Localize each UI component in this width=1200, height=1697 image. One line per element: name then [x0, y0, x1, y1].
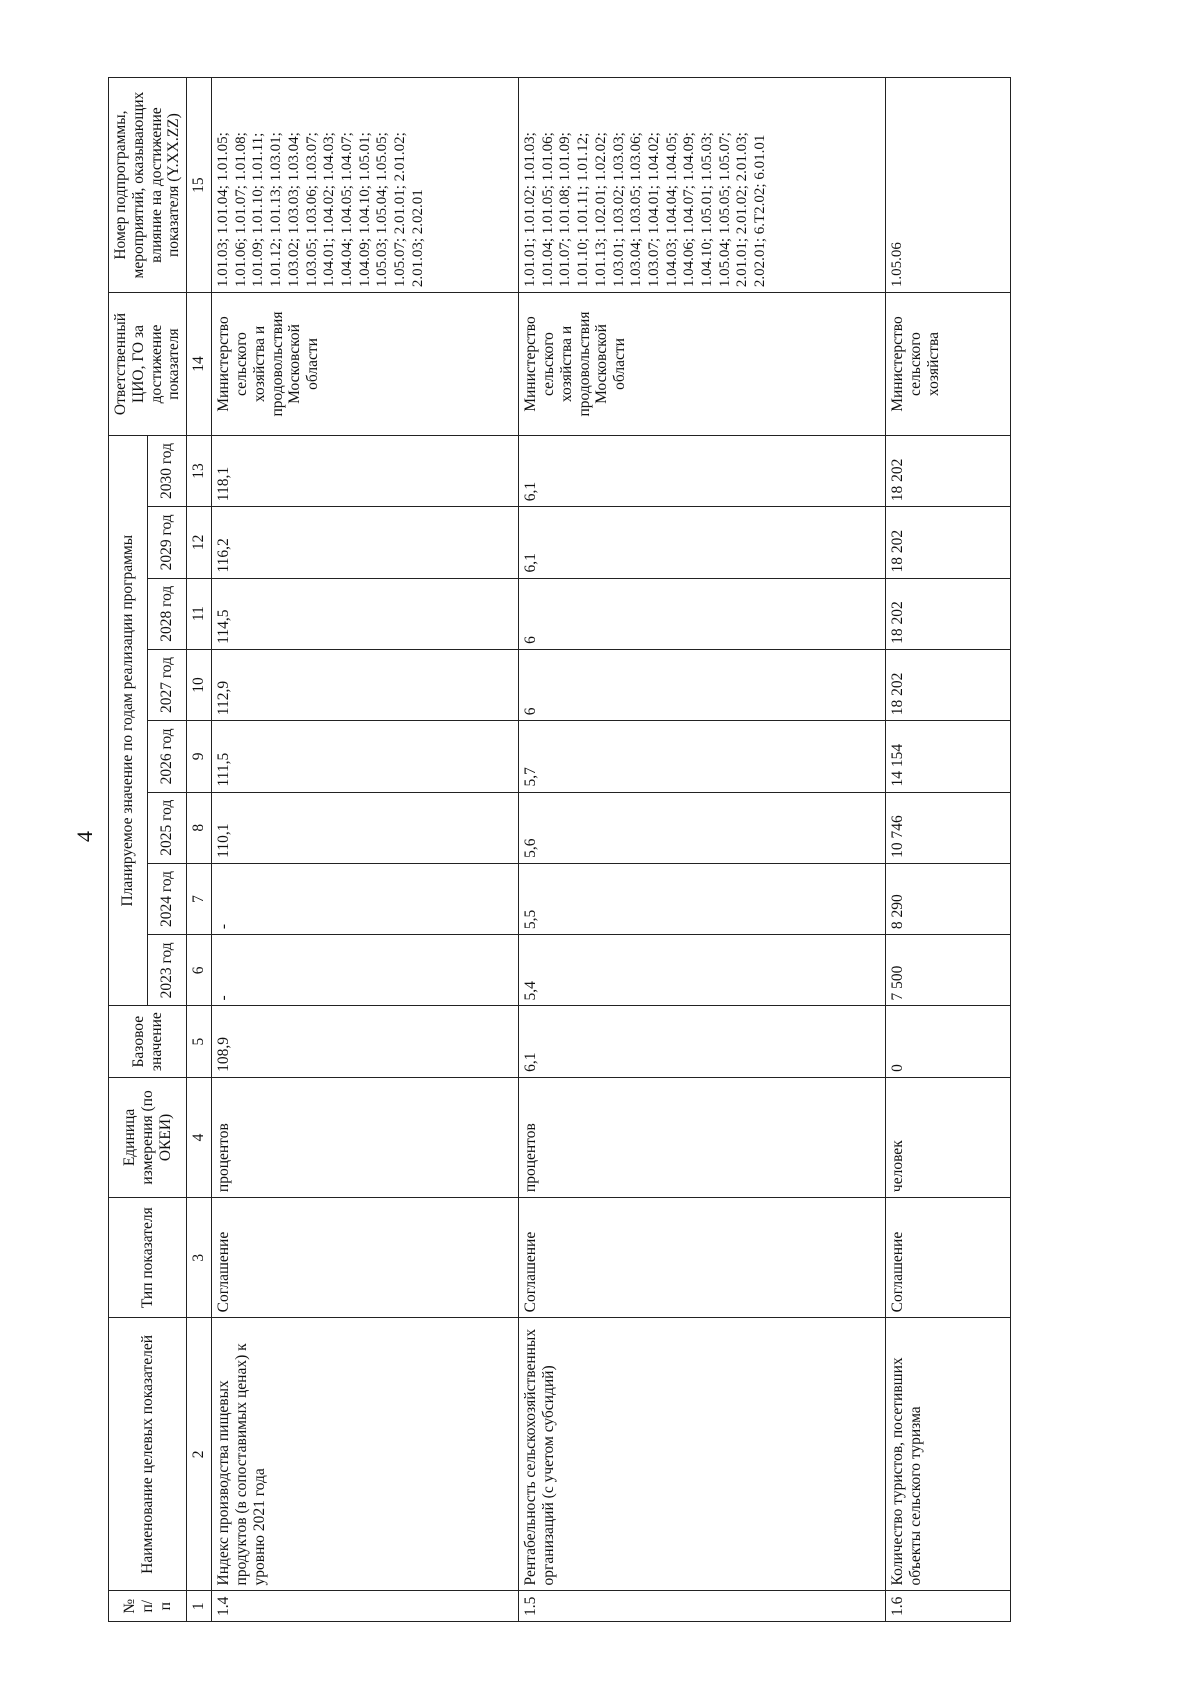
row-refs: 1.05.06	[886, 78, 1011, 293]
row-name: Рентабельность сельскохозяйственных организаций (с учетом субсидий)	[519, 1318, 886, 1591]
column-number: 9	[187, 721, 212, 792]
header-year: 2023 год	[148, 935, 187, 1006]
column-number: 5	[187, 1006, 212, 1077]
row-value-2026: 14 154	[886, 721, 1011, 792]
row-type: Соглашение	[886, 1198, 1011, 1318]
row-value-2025: 10 746	[886, 792, 1011, 863]
indicators-table	[108, 77, 1011, 1622]
table-row	[886, 78, 1011, 1622]
row-value-2026: 5,7	[519, 721, 886, 792]
header-row-1	[109, 78, 148, 1622]
row-value-2030: 118,1	[212, 435, 519, 506]
row-responsible: Министерство сельского хозяйства	[886, 293, 1011, 436]
column-number: 15	[187, 78, 212, 293]
row-value-2024: 8 290	[886, 863, 1011, 934]
row-value-2028: 6	[519, 578, 886, 649]
header-year: 2028 год	[148, 578, 187, 649]
row-value-2024: 5,5	[519, 863, 886, 934]
row-value-2029: 18 202	[886, 507, 1011, 578]
table-row	[519, 78, 886, 1622]
row-base: 0	[886, 1006, 1011, 1077]
row-value-2026: 111,5	[212, 721, 519, 792]
row-value-2030: 18 202	[886, 435, 1011, 506]
header-year: 2026 год	[148, 721, 187, 792]
row-value-2030: 6,1	[519, 435, 886, 506]
row-value-2028: 18 202	[886, 578, 1011, 649]
row-responsible: Министерство сельского хозяйства и продовольствия Московской области	[519, 293, 886, 436]
column-number: 2	[187, 1318, 212, 1591]
column-number: 8	[187, 792, 212, 863]
column-number: 6	[187, 935, 212, 1006]
column-number: 3	[187, 1198, 212, 1318]
row-refs: 1.01.01; 1.01.02; 1.01.03; 1.01.04; 1.01.05; 1.01.06; 1.01.07; 1.01.08; 1.01.09; 1.01.10; 1.01.11; 1.01.12; 1.01.13; 1.02.01; 1.02.02; 1.03.01; 1.03.02; 1.03.03; 1.03.04; 1.03.05; 1.03.06; 1.03.07; 1.04.01; 1.04.02; 1.04.03; 1.04.04; 1.04.05; 1.04.06; 1.04.07; 1.04.09; 1.04.10; 1.05.01; 1.05.03; 1.05.04; 1.05.05; 1.05.07; 2.01.01; 2.01.02; 2.01.03; 2.02.01; 6.Т2.02; 6.01.01	[519, 78, 886, 293]
column-number: 1	[187, 1591, 212, 1622]
row-value-2027: 6	[519, 649, 886, 720]
indicators-table-container	[108, 77, 1096, 1622]
header-type: Тип показателя	[109, 1198, 187, 1318]
header-year: 2025 год	[148, 792, 187, 863]
column-number: 11	[187, 578, 212, 649]
row-value-2029: 116,2	[212, 507, 519, 578]
header-base: Базовое значение	[109, 1006, 187, 1077]
row-base: 6,1	[519, 1006, 886, 1077]
row-type: Соглашение	[212, 1198, 519, 1318]
header-unit: Единица измерения (по ОКЕИ)	[109, 1077, 187, 1197]
row-value-2023: -	[212, 935, 519, 1006]
row-num: 1.4	[212, 1591, 519, 1622]
column-number: 14	[187, 293, 212, 436]
row-name: Количество туристов, посетивших объекты сельского туризма	[886, 1318, 1011, 1591]
row-value-2029: 6,1	[519, 507, 886, 578]
row-value-2025: 5,6	[519, 792, 886, 863]
column-numbers-row	[187, 78, 212, 1622]
row-num: 1.6	[886, 1591, 1011, 1622]
row-refs: 1.01.03; 1.01.04; 1.01.05; 1.01.06; 1.01.07; 1.01.08; 1.01.09; 1.01.10; 1.01.11; 1.01.12; 1.01.13; 1.03.01; 1.03.02; 1.03.03; 1.03.04; 1.03.05; 1.03.06; 1.03.07; 1.04.01; 1.04.02; 1.04.03; 1.04.04; 1.04.05; 1.04.07; 1.04.09; 1.04.10; 1.05.01; 1.05.03; 1.05.04; 1.05.05; 1.05.07; 2.01.01; 2.01.02; 2.01.03; 2.02.01	[212, 78, 519, 293]
row-value-2027: 112,9	[212, 649, 519, 720]
row-value-2027: 18 202	[886, 649, 1011, 720]
row-unit: процентов	[212, 1077, 519, 1197]
header-name: Наименование целевых показателей	[109, 1318, 187, 1591]
column-number: 7	[187, 863, 212, 934]
header-year: 2027 год	[148, 649, 187, 720]
header-subprogram: Номер подпрограммы, мероприятий, оказывающих влияние на достижение показателя (Y.XX.ZZ)	[109, 78, 187, 293]
column-number: 12	[187, 507, 212, 578]
page-number: 4	[72, 831, 97, 842]
header-year: 2030 год	[148, 435, 187, 506]
row-value-2028: 114,5	[212, 578, 519, 649]
row-value-2024: -	[212, 863, 519, 934]
column-number: 13	[187, 435, 212, 506]
row-type: Соглашение	[519, 1198, 886, 1318]
row-name: Индекс производства пищевых продуктов (в сопоставимых ценах) к уровню 2021 года	[212, 1318, 519, 1591]
row-num: 1.5	[519, 1591, 886, 1622]
row-value-2025: 110,1	[212, 792, 519, 863]
row-unit: человек	[886, 1077, 1011, 1197]
column-number: 10	[187, 649, 212, 720]
header-year: 2029 год	[148, 507, 187, 578]
table-row	[212, 78, 519, 1622]
column-number: 4	[187, 1077, 212, 1197]
row-value-2023: 7 500	[886, 935, 1011, 1006]
header-year: 2024 год	[148, 863, 187, 934]
row-responsible: Министерство сельского хозяйства и продовольствия Московской области	[212, 293, 519, 436]
row-unit: процентов	[519, 1077, 886, 1197]
header-planned-group: Планируемое значение по годам реализации программы	[109, 435, 148, 1006]
row-base: 108,9	[212, 1006, 519, 1077]
header-responsible: Ответственный ЦИО, ГО за достижение показателя	[109, 293, 187, 436]
header-num: № п/п	[109, 1591, 187, 1622]
row-value-2023: 5,4	[519, 935, 886, 1006]
